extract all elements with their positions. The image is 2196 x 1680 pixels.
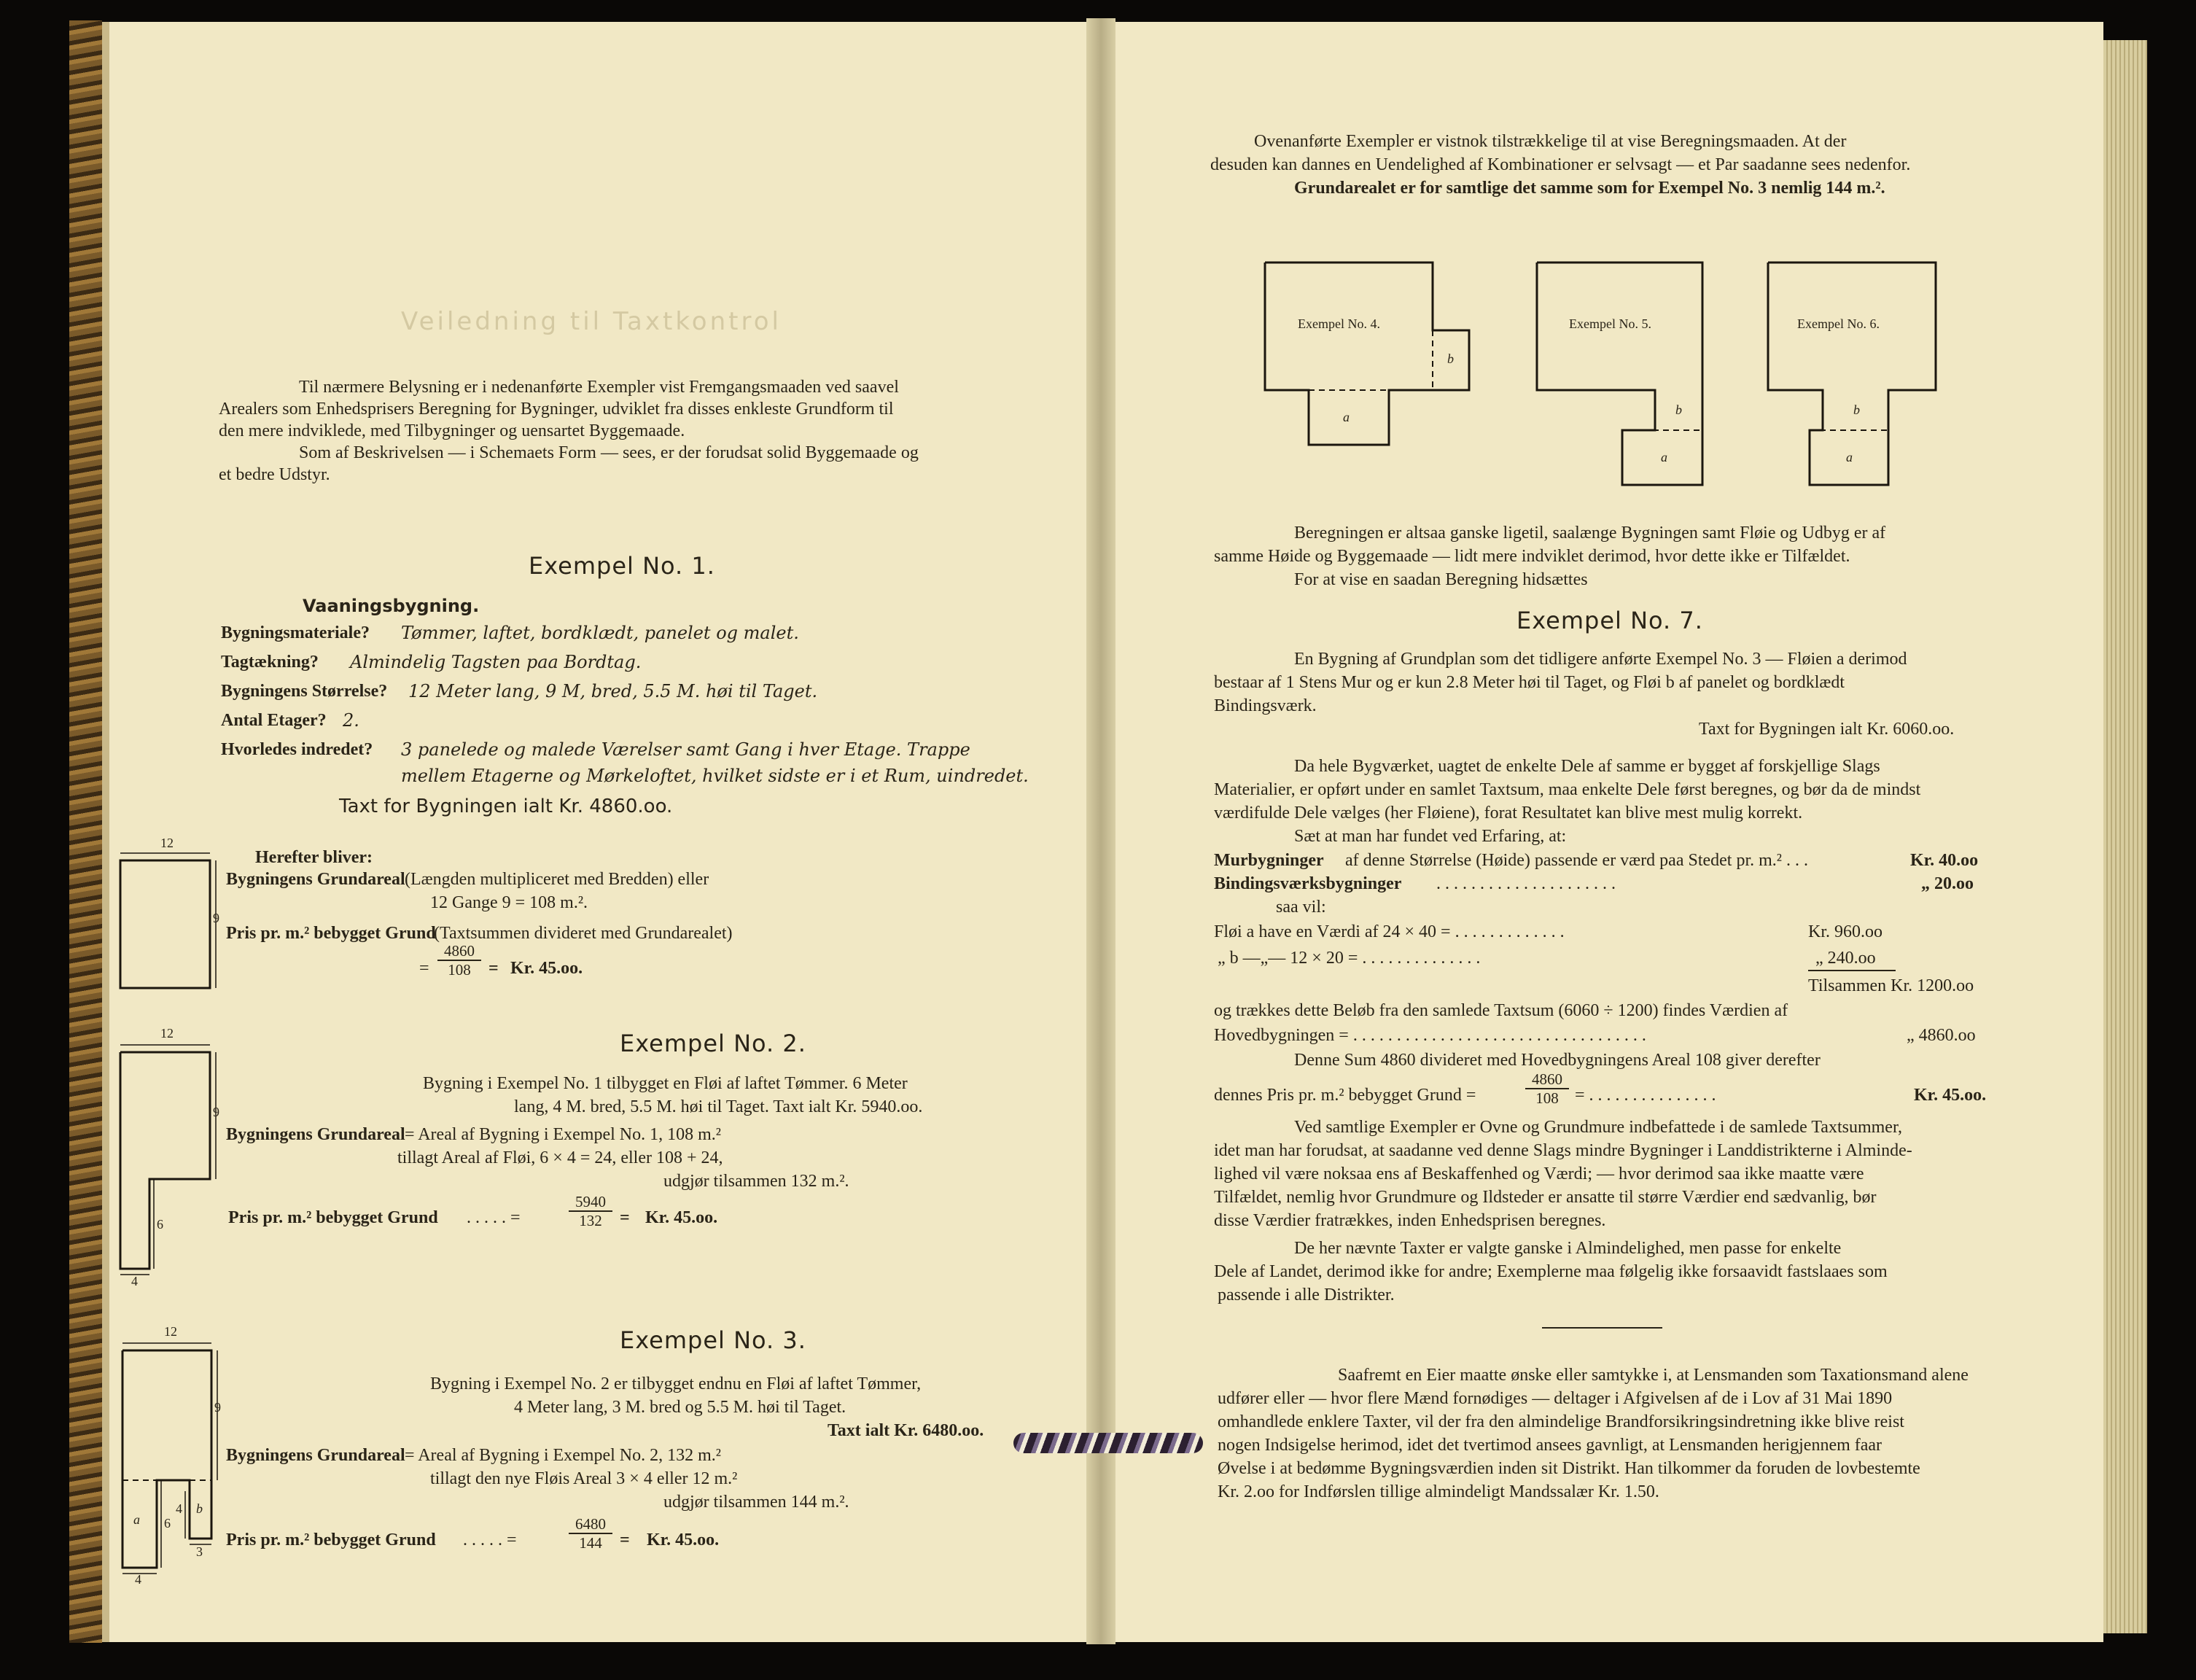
floi-a-value: Kr. 960.oo (1808, 922, 1882, 941)
para2: Da hele Bygværket, uagtet de enkelte Dele af samme er bygget af forskjellige Slags (1294, 757, 1880, 776)
dim-top: 12 (160, 1026, 174, 1041)
saa-vil: saa vil: (1276, 898, 1326, 917)
binding-thread (1013, 1433, 1203, 1453)
section-rule (1542, 1327, 1662, 1329)
intro-line: Arealers som Enhedsprisers Beregning for Bygninger, udviklet fra disses enkleste Grundform til (219, 400, 894, 419)
denominator: 108 (1535, 1089, 1559, 1107)
plan-6-label: Exempel No. 6. (1797, 316, 1880, 331)
intro-line: den mere indviklede, med Tilbygninger og uensartet Byggemaade. (219, 421, 685, 440)
plans-4-6 (1261, 241, 1990, 489)
numerator: 5940 (569, 1193, 612, 1212)
page-edges (2103, 40, 2147, 1633)
label-b: b (1447, 351, 1454, 366)
hoved-value: „ 4860.oo (1907, 1026, 1976, 1045)
field-value: 3 panelede og malede Værelser samt Gang i hver Etage. Trappe (401, 739, 970, 760)
dim-a6: 6 (164, 1516, 171, 1531)
para4: nogen Indsigelse herimod, idet det tvertimod ansees gavnligt, at Lensmanden herigjennem faar (1218, 1436, 1882, 1455)
denne-sum: Denne Sum 4860 divideret med Hovedbygningens Areal 108 giver derefter (1294, 1051, 1821, 1070)
example-7-title: Exempel No. 7. (1516, 607, 1703, 634)
intro-line: desuden kan dannes en Uendelighed af Kombinationer er selvsagt — et Par saadanne sees nedenfor. (1210, 155, 1911, 174)
example-1-tax: Taxt for Bygningen ialt Kr. 4860.oo. (339, 796, 673, 817)
para3: De her nævnte Taxter er valgte ganske i Almindelighed, men passe for enkelte (1294, 1239, 1842, 1258)
price-label: Pris pr. m.² bebygget Grund (226, 1531, 436, 1549)
ex7-para: bestaar af 1 Stens Mur og er kun 2.8 Meter høi til Taget, og Fløi b af panelet og bordklædt (1214, 673, 1845, 692)
price-label: Pris pr. m.² bebygget Grund (228, 1208, 438, 1227)
mur-label: Murbygninger (1214, 851, 1324, 870)
dim-top: 12 (160, 836, 174, 850)
denominator: 132 (579, 1212, 602, 1229)
og-trae: og trækkes dette Beløb fra den samlede Taxtsum (6060 ÷ 1200) findes Værdien af (1214, 1001, 1788, 1020)
fraction (569, 1193, 612, 1229)
calc-para: samme Høide og Byggemaade — lidt mere indviklet derimod, hvor dette ikke er Tilfældet. (1214, 547, 1850, 566)
ex3-line: 4 Meter lang, 3 M. bred og 5.5 M. høi til Taget. (514, 1398, 846, 1417)
ex2-line: lang, 4 M. bred, 5.5 M. høi til Taget. Taxt ialt Kr. 5940.oo. (514, 1097, 923, 1116)
grundareal-text: (Længden multipliceret med Bredden) eller (405, 870, 709, 889)
sum-rule (1808, 970, 1896, 971)
dim-wing: 6 (157, 1217, 163, 1232)
floi-a: Fløi a have en Værdi af 24 × 40 = . . . . . . . . . . . . . (1214, 922, 1565, 941)
field-value: 12 Meter lang, 9 M, bred, 5.5 M. høi til Taget. (408, 681, 818, 701)
right-page (1108, 22, 2103, 1642)
field-label: Tagtækning? (221, 653, 319, 672)
grundareal-text: tillagt Areal af Fløi, 6 × 4 = 24, eller 108 + 24, (397, 1148, 723, 1167)
para4: omhandlede enklere Taxter, vil der fra den almindelige Brandforsikringsindretning ikke blive reist (1218, 1412, 1904, 1431)
dennes-value: Kr. 45.oo. (1914, 1086, 1987, 1105)
plan-4-outline (1265, 262, 1469, 445)
dim-bottom: 4 (131, 1274, 138, 1288)
para2: Sæt at man har fundet ved Erfaring, at: (1294, 827, 1567, 846)
result: Kr. 45.oo. (647, 1531, 720, 1549)
floi-b: „ b —„— 12 × 20 = . . . . . . . . . . . . . . (1218, 949, 1481, 968)
label-a: a (1846, 450, 1853, 464)
field-label: Bygningsmateriale? (221, 623, 370, 642)
para3: idet man har forudsat, at saadanne ved denne Slags mindre Bygninger i Landdistrikterne i Alminde- (1214, 1141, 1912, 1160)
label-a: a (1661, 450, 1667, 464)
para3: Ved samtlige Exempler er Ovne og Grundmure indbefattede i de samlede Taxtsummer, (1294, 1118, 1902, 1137)
dennes: dennes Pris pr. m.² bebygget Grund = (1214, 1086, 1476, 1105)
ex7-para: En Bygning af Grundplan som det tidligere anførte Exempel No. 3 — Fløien a derimod (1294, 650, 1907, 669)
example-2-title: Exempel No. 2. (620, 1030, 806, 1057)
dim-b4: 4 (176, 1501, 182, 1516)
denominator: 108 (448, 961, 471, 979)
para4: Øvelse i at bedømme Bygningsværdien inden sit Distrikt. Han tilkommer da foruden de lovbestemte (1218, 1459, 1920, 1478)
hoved: Hovedbygningen = . . . . . . . . . . . . . . . . . . . . . . . . . . . . . . . . . . (1214, 1026, 1646, 1045)
intro-line: Ovenanførte Exempler er vistnok tilstrækkelige til at vise Beregningsmaaden. At der (1254, 132, 1847, 151)
example-1-plan (117, 831, 219, 992)
para2: Materialier, er opført under en samlet Taxtsum, maa enkelte Dele først beregnes, og bør da de mindst (1214, 780, 1921, 799)
plan-4-label: Exempel No. 4. (1298, 316, 1380, 331)
calc-para: Beregningen er altsaa ganske ligetil, saalænge Bygningen samt Fløie og Udbyg er af (1294, 524, 1886, 542)
dim-top: 12 (164, 1324, 177, 1339)
floi-b-value: „ 240.oo (1815, 949, 1876, 968)
field-value: 2. (343, 710, 359, 731)
ex7-para: Bindingsværk. (1214, 696, 1317, 715)
intro-line: et bedre Udstyr. (219, 465, 330, 484)
result: Kr. 45.oo. (645, 1208, 718, 1227)
grundareal-calc: 12 Gange 9 = 108 m.². (430, 893, 588, 912)
ex3-line: Bygning i Exempel No. 2 er tilbygget endnu en Fløi af laftet Tømmer, (430, 1374, 922, 1393)
plan-5-label: Exempel No. 5. (1569, 316, 1651, 331)
dennes-dots: = . . . . . . . . . . . . . . . (1575, 1086, 1716, 1105)
field-value: Almindelig Tagsten paa Bordtag. (350, 652, 642, 672)
mur-value: Kr. 40.oo (1910, 851, 1979, 870)
fraction (437, 942, 481, 979)
para2: værdifulde Dele vælges (her Fløiene), forat Resultatet kan blive mest mulig korrekt. (1214, 804, 1803, 822)
result: Kr. 45.oo. (510, 959, 583, 978)
para3: passende i alle Distrikter. (1218, 1286, 1395, 1304)
tilsammen: Tilsammen Kr. 1200.oo (1808, 976, 1974, 995)
dim-bottom: 4 (135, 1572, 141, 1587)
para3: Tilfældet, nemlig hvor Grundmure og Ildsteder er ansatte til større Værdier end sædvanlig, bør (1214, 1188, 1877, 1207)
numerator: 4860 (437, 942, 481, 961)
example-3-plan (120, 1324, 230, 1590)
grundareal-text: = Areal af Bygning i Exempel No. 1, 108 m.² (405, 1125, 721, 1144)
dim-side: 9 (213, 1105, 219, 1119)
label-b: b (1853, 402, 1860, 417)
numerator: 6480 (569, 1515, 612, 1534)
herefter: Herefter bliver: (255, 848, 373, 867)
label-a: a (133, 1512, 140, 1527)
field-value: Tømmer, laftet, bordklædt, panelet og malet. (401, 623, 799, 643)
para4: Kr. 2.oo for Indførslen tillige almindeligt Mandssalær Kr. 1.50. (1218, 1482, 1659, 1501)
label-b: b (1675, 402, 1682, 417)
ex7-tax: Taxt for Bygningen ialt Kr. 6060.oo. (1699, 720, 1955, 739)
example-2-plan (117, 1024, 226, 1287)
example-1-subtitle: Vaaningsbygning. (303, 596, 480, 616)
field-value-continued: mellem Etagerne og Mørkeloftet, hvilket sidste er i et Rum, uindredet. (401, 766, 1029, 786)
para3: disse Værdier fratrækkes, inden Enhedsprisen beregnes. (1214, 1211, 1606, 1230)
grundareal-text: tillagt den nye Fløis Areal 3 × 4 eller 12 m.² (430, 1469, 738, 1488)
bind-dots: . . . . . . . . . . . . . . . . . . . . . (1436, 874, 1616, 893)
calc-para: For at vise en saadan Beregning hidsættes (1294, 570, 1588, 589)
fraction (569, 1515, 612, 1552)
grundareal-text: = Areal af Bygning i Exempel No. 2, 132 m.² (405, 1446, 721, 1465)
grundareal-label: Bygningens Grundareal (226, 1125, 405, 1144)
para3: lighed vil være noksaa ens af Beskaffenhed og Værdi; — hvor derimod saa ikke maatte være (1214, 1164, 1864, 1183)
plan-outline (120, 1052, 210, 1269)
grundareal-sum: udgjør tilsammen 132 m.². (663, 1172, 849, 1191)
grundareal-sum: udgjør tilsammen 144 m.². (663, 1493, 849, 1512)
example-3-title: Exempel No. 3. (620, 1326, 806, 1354)
plan-outline (120, 860, 210, 988)
book-spine (1086, 18, 1115, 1644)
field-label: Bygningens Størrelse? (221, 682, 388, 701)
label-a: a (1343, 410, 1350, 424)
ex3-tax: Taxt ialt Kr. 6480.oo. (828, 1421, 984, 1440)
label-b: b (196, 1501, 203, 1516)
fraction (1525, 1070, 1569, 1107)
dim-side: 9 (214, 1400, 221, 1415)
example-1-title: Exempel No. 1. (529, 552, 715, 580)
intro-line: Til nærmere Belysning er i nedenanførte Exempler vist Fremgangsmaaden ved saavel (299, 378, 899, 397)
para4: Saafremt en Eier maatte ønske eller samtykke i, at Lensmanden som Taxationsmand alene (1338, 1366, 1969, 1385)
intro-line: Som af Beskrivelsen — i Schemaets Form — sees, er der forudsat solid Byggemaade og (299, 443, 919, 462)
intro-line: Grundarealet er for samtlige det samme som for Exempel No. 3 nemlig 144 m.². (1294, 179, 1885, 198)
bind-label: Bindingsværksbygninger (1214, 874, 1402, 893)
para4: udfører eller — hvor flere Mænd fornødiges — deltager i Afgivelsen af de i Lov af 31 Mai 1890 (1218, 1389, 1893, 1408)
left-page: Veiledning til Taxtkontrol Til nærmere Belysning er i nedenanførte Exempler vist Fremgangsmaaden ved saavel Arealers som Enhedsprisers Beregning for Bygninger, udviklet fra disses enkleste Grundform til den mere indviklede, med Tilbygninger og uensartet Byggemaade. Som af Beskrivelsen — i Schemaets Form — sees, er der forudsat solid Byggemaade og et bedre Udstyr. Exempel No. 1. Vaaningsbygning. Bygningsmateriale? Tømmer, laftet, bordklædt, panelet og malet. Tagtækning? Almindelig Tagsten paa Bordtag. Bygningens Størrelse? 12 Meter lang, 9 M, bred, 5.5 M. høi til Taget. Antal Etager? 2. Hvorledes indredet? 3 panelede og malede Værelser samt Gang i hver Etage. Trappe mellem Etagerne og Mørkeloftet, hvilket sidste er i et Rum, uindredet. Taxt for Bygningen ialt Kr. 4860.oo. 12 9 Herefter bliver: Bygningens Grundareal (Længden multipliceret med Bredden) eller 12 Gange 9 = 108 m.². Pris pr. m.² bebygget Grund (Taxtsummen divideret med Grundarealet) = $\frac{4860}{108}$ = Kr. 45.oo. Exempel No. 2. 12 9 6 4 Bygning i Exempel No. 1 tilbygget en Fløi af laftet Tømmer. 6 Meter lang, 4 M. bred, 5.5 M. høi til Taget. Taxt ialt Kr. 5940.oo. Bygningens Grundareal = Areal af Bygning i Exempel No. 1, 108 m.² tillagt Areal af Fløi, 6 × 4 = 24, eller 108 + 24, udgjør tilsammen 132 m.². Pris pr. m.² bebygget Grund . . . . . = $\frac{5940}{132}$ = Kr. 45.oo. Exempel No. 3. 12 9 a b 6 4 4 3 Bygning i Exempel No. 2 er tilbygget endnu en Fløi af laftet Tømmer, 4 Meter lang, 3 M. bred og 5.5 M. høi til Taget. Taxt ialt Kr. 6480.oo. Bygningens Grundareal = Areal af Bygning i Exempel No. 2, 132 m.² tillagt den nye Fløis Areal 3 × 4 eller 12 m.² udgjør tilsammen 144 m.². Pris pr. m.² bebygget Grund . . . . . = $\frac{6480}{144}$ = Kr. 45.oo. (102, 22, 1110, 1642)
bind-value: „ 20.oo (1921, 874, 1974, 893)
grundareal-label: Bygningens Grundareal (226, 1446, 405, 1465)
dim-side: 9 (213, 911, 219, 925)
denominator: 144 (579, 1534, 602, 1552)
ex2-line: Bygning i Exempel No. 1 tilbygget en Fløi af laftet Tømmer. 6 Meter (423, 1074, 908, 1093)
field-label: Antal Etager? (221, 711, 327, 730)
dim-b3: 3 (196, 1544, 203, 1559)
para3: Dele af Landet, derimod ikke for andre; Exemplerne maa følgelig ikke forsaavidt fastslaaes som (1214, 1262, 1888, 1281)
book-cover-edge (69, 20, 102, 1643)
faded-title: Veiledning til Taxtkontrol (401, 307, 782, 336)
grundareal-label: Bygningens Grundareal (226, 870, 405, 889)
plan-outline (122, 1350, 211, 1568)
plan-5-outline (1537, 262, 1702, 485)
mur-text: af denne Størrelse (Høide) passende er værd paa Stedet pr. m.² . . . (1345, 851, 1809, 870)
price-label: Pris pr. m.² bebygget Grund (226, 924, 436, 943)
numerator: 4860 (1525, 1070, 1569, 1089)
price-text: (Taxtsummen divideret med Grundarealet) (434, 924, 733, 943)
field-label: Hvorledes indredet? (221, 740, 373, 759)
